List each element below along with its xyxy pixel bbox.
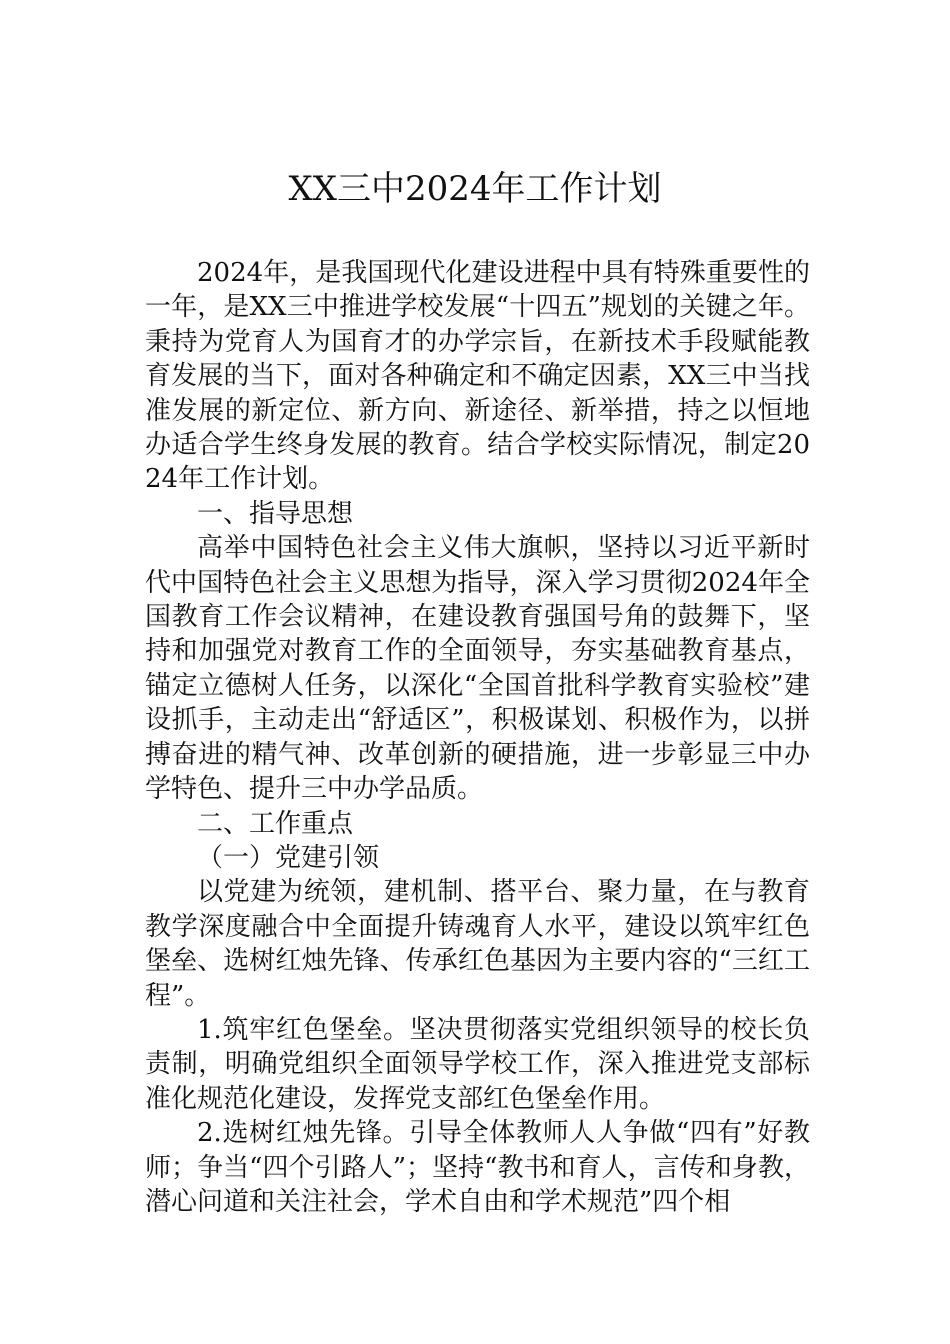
document-body	[145, 256, 810, 1219]
document-title: XX三中2024年工作计划	[288, 169, 662, 209]
party-building-paragraph: 以党建为统领，建机制、搭平台、聚力量，在与教育教学深度融合中全面提升铸魂育人水平，建设以筑牢红色堡垒、选树红烛先锋、传承红色基因为主要内容的“三红工程”。	[145, 877, 810, 1011]
section-heading-guiding-thought: 一、指导思想	[197, 498, 354, 529]
intro-paragraph: 2024年，是我国现代化建设进程中具有特殊重要性的一年，是XX三中推进学校发展“十四五”规划的关键之年。秉持为党育人为国育才的办学宗旨，在新技术手段赋能教育发展的当下，面对各种确定和不确定因素，XX三中当找准发展的新定位、新方向、新途径、新举措，持之以恒地办适合学生终身发展的教育。结合学校实际情况，制定2024年工作计划。	[145, 258, 810, 495]
item-1-paragraph: 1.筑牢红色堡垒。坚决贯彻落实党组织领导的校长负责制，明确党组织全面领导学校工作，深入推进党支部标准化规范化建设，发挥党支部红色堡垒作用。	[145, 1014, 810, 1114]
section-heading-work-focus: 二、工作重点	[197, 808, 354, 839]
subsection-heading-party-building: （一）党建引领	[197, 842, 380, 873]
item-2-paragraph: 2.选树红烛先锋。引导全体教师人人争做“四有”好教师；争当“四个引路人”；坚持“教书和育人，言传和身教，潜心问道和关注社会，学术自由和学术规范”四个相	[145, 1118, 810, 1217]
guiding-thought-paragraph: 高举中国特色社会主义伟大旗帜，坚持以习近平新时代中国特色社会主义思想为指导，深入学习贯彻2024年全国教育工作会议精神，在建设教育强国号角的鼓舞下，坚持和加强党对教育工作的全面领导，夯实基础教育基点，锚定立德树人任务，以深化“全国首批科学教育实验校”建设抓手，主动走出“舒适区”，积极谋划、积极作为，以拼搏奋进的精气神、改革创新的硬措施，进一步彰显三中办学特色、提升三中办学品质。	[145, 533, 810, 805]
